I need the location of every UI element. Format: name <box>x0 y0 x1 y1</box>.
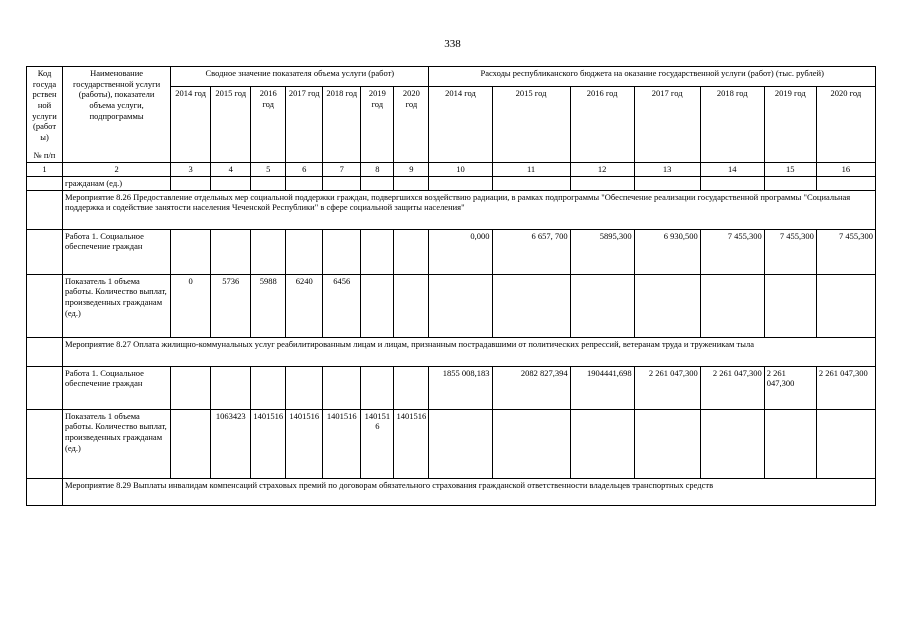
budget-value: 6 657, 700 <box>492 229 570 274</box>
column-number: 4 <box>211 163 251 177</box>
volume-value: 1401516 <box>251 409 286 478</box>
volume-year-header: 2018 год <box>323 87 361 163</box>
budget-value: 7 455,300 <box>816 229 875 274</box>
event-row-8-27 <box>27 337 876 366</box>
budget-value: 2 261 047,300 <box>816 366 875 409</box>
volume-year-header: 2020 год <box>394 87 429 163</box>
budget-value: 5895,300 <box>570 229 634 274</box>
column-number: 10 <box>429 163 492 177</box>
code-header-lines: Код госуда рствен ной услуги (работ ы) № п/п <box>29 68 60 161</box>
budget-value: 2 261 047,300 <box>634 366 700 409</box>
continued-row <box>27 177 876 191</box>
column-number: 13 <box>634 163 700 177</box>
event-title: Мероприятие 8.29 Выплаты инвалидам компенсаций страховых премий по договорам обязательного страхования гражданской ответственности владельцев транспортных средств <box>63 478 876 505</box>
volume-value: 1401516 <box>394 409 429 478</box>
indicator-row-8-26 <box>27 274 876 337</box>
column-number: 11 <box>492 163 570 177</box>
budget-value: 7 455,300 <box>764 229 816 274</box>
budget-group-header: Расходы республиканского бюджета на оказание государственной услуги (работ) (тыс. рублей) <box>429 67 876 87</box>
column-number: 1 <box>27 163 63 177</box>
work-row-8-26 <box>27 229 876 274</box>
budget-year-header: 2018 год <box>700 87 764 163</box>
budget-year-header: 2017 год <box>634 87 700 163</box>
work-row-8-27 <box>27 366 876 409</box>
budget-value: 2082 827,394 <box>492 366 570 409</box>
column-number: 9 <box>394 163 429 177</box>
volume-year-header: 2019 год <box>361 87 394 163</box>
column-number: 14 <box>700 163 764 177</box>
work-name: Работа 1. Социальное обеспечение граждан <box>63 229 171 274</box>
budget-value: 1855 008,183 <box>429 366 492 409</box>
volume-value <box>171 409 211 478</box>
budget-year-header: 2019 год <box>764 87 816 163</box>
volume-year-header: 2016 год <box>251 87 286 163</box>
column-number: 5 <box>251 163 286 177</box>
code-header <box>27 67 63 163</box>
volume-value: 6456 <box>323 274 361 337</box>
volume-value: 1401516 <box>361 409 394 478</box>
indicator-row-8-27 <box>27 409 876 478</box>
column-number: 7 <box>323 163 361 177</box>
volume-value: 5988 <box>251 274 286 337</box>
column-number: 2 <box>63 163 171 177</box>
budget-value: 0,000 <box>429 229 492 274</box>
work-name: Работа 1. Социальное обеспечение граждан <box>63 366 171 409</box>
budget-value: 2 261 047,300 <box>700 366 764 409</box>
budget-value: 2 261 047,300 <box>764 366 816 409</box>
volume-group-header: Сводное значение показателя объема услуги (работ) <box>171 67 429 87</box>
indicator-name: Показатель 1 объема работы. Количество выплат, произведенных гражданам (ед.) <box>63 274 171 337</box>
volume-value: 0 <box>171 274 211 337</box>
budget-value: 7 455,300 <box>700 229 764 274</box>
column-number: 16 <box>816 163 875 177</box>
event-row-8-29 <box>27 478 876 505</box>
budget-year-header: 2020 год <box>816 87 875 163</box>
column-number: 3 <box>171 163 211 177</box>
volume-value: 6240 <box>286 274 323 337</box>
column-number: 8 <box>361 163 394 177</box>
name-header: Наименование государственной услуги (работы), показатели объема услуги, подпрограммы <box>63 67 171 163</box>
continued-text: гражданам (ед.) <box>63 177 171 191</box>
column-number: 15 <box>764 163 816 177</box>
volume-value: 1401516 <box>286 409 323 478</box>
volume-year-header: 2017 год <box>286 87 323 163</box>
budget-year-header: 2016 год <box>570 87 634 163</box>
column-number-row <box>27 163 876 177</box>
code-number-label: № п/п <box>33 150 56 161</box>
volume-value <box>394 274 429 337</box>
volume-value: 1063423 <box>211 409 251 478</box>
volume-year-header: 2014 год <box>171 87 211 163</box>
event-title: Мероприятие 8.27 Оплата жилищно-коммунальных услуг реабилитированным лицам и лицам, признанным пострадавшими от политических репрессий, ветеранам труда и труженикам тыла <box>63 337 876 366</box>
indicator-name: Показатель 1 объема работы. Количество выплат, произведенных гражданам (ед.) <box>63 409 171 478</box>
event-title: Мероприятие 8.26 Предоставление отдельных мер социальной поддержки граждан, подвергшихся воздействию радиации, в рамках подпрограммы "Обеспечение реализации государственной программы "Социальная поддержка и содействие занятости населения Чеченской Республики" в сфере социальной защиты населения" <box>63 190 876 229</box>
event-row-8-26 <box>27 190 876 229</box>
budget-value: 6 930,500 <box>634 229 700 274</box>
budget-table <box>26 66 876 506</box>
budget-year-header: 2015 год <box>492 87 570 163</box>
page-number: 338 <box>444 38 461 50</box>
budget-year-header: 2014 год <box>429 87 492 163</box>
header-row-1 <box>27 67 876 87</box>
volume-year-header: 2015 год <box>211 87 251 163</box>
budget-value: 1904441,698 <box>570 366 634 409</box>
column-number: 12 <box>570 163 634 177</box>
column-number: 6 <box>286 163 323 177</box>
volume-value: 1401516 <box>323 409 361 478</box>
volume-value: 5736 <box>211 274 251 337</box>
volume-value <box>361 274 394 337</box>
